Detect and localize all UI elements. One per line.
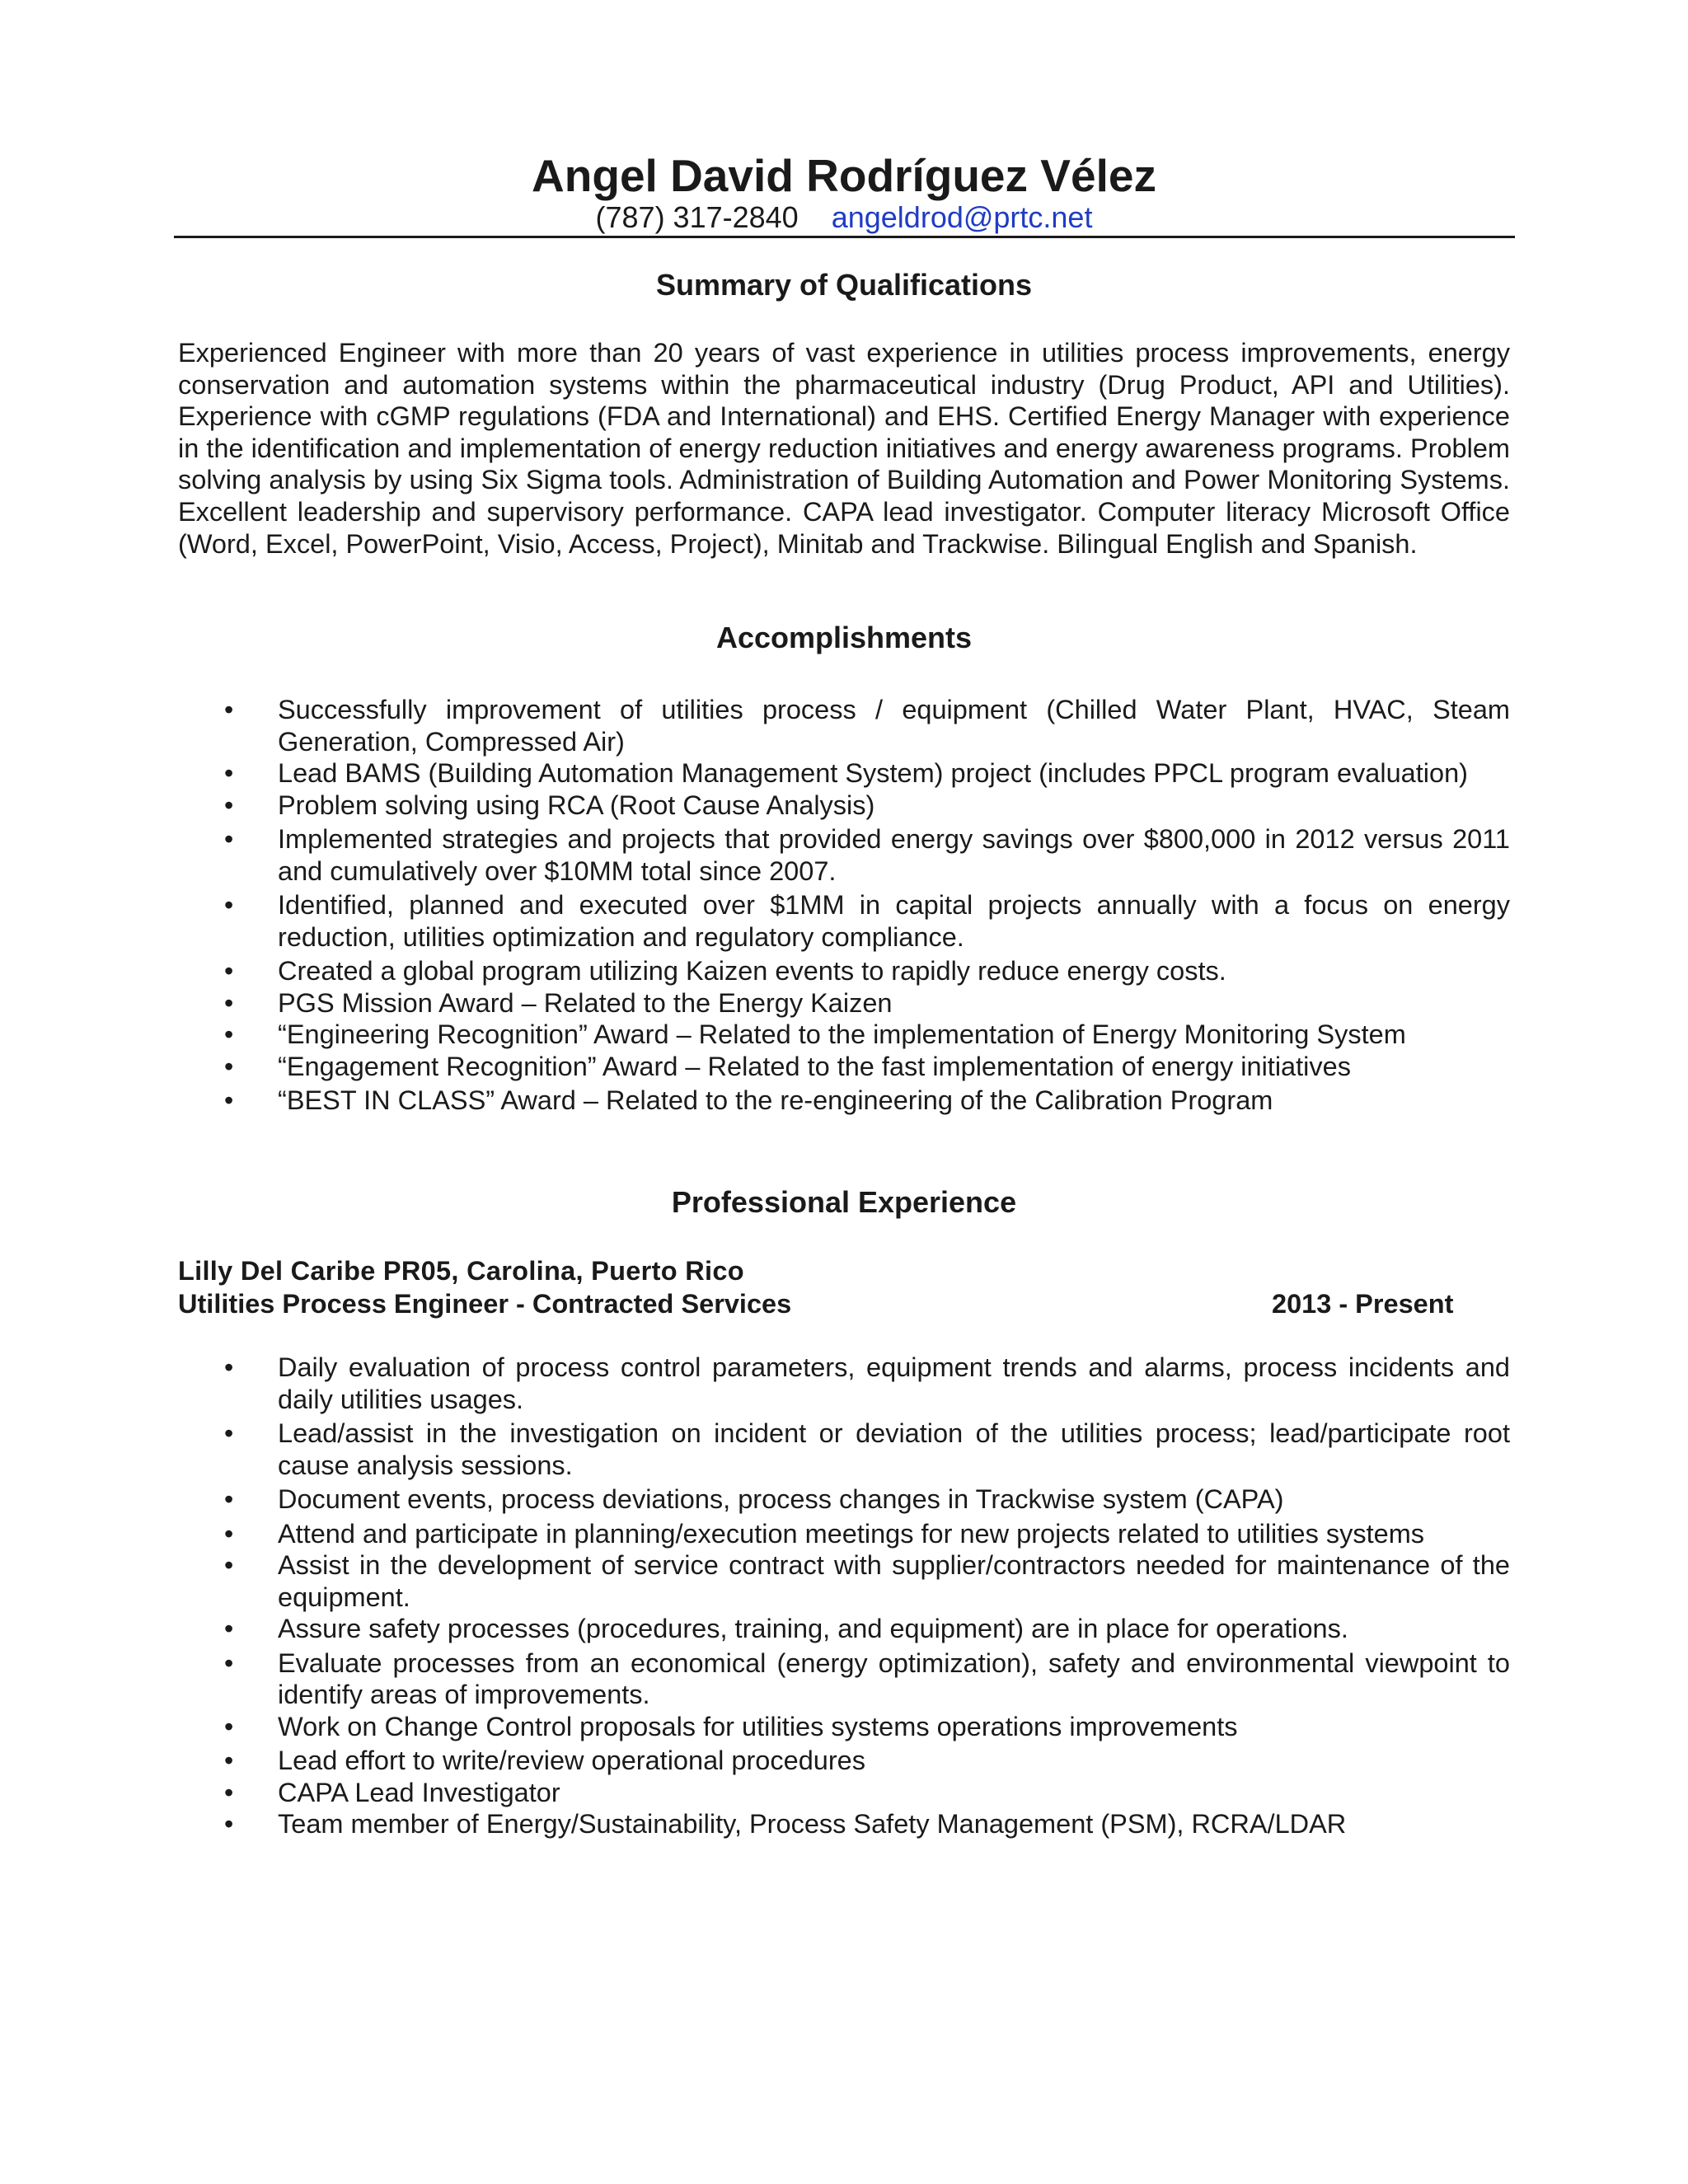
duty-item: • Work on Change Control proposals for utilities systems operations improvements [224, 1711, 1238, 1741]
duty-item: • Document events, process deviations, process changes in Trackwise system (CAPA) [224, 1484, 1284, 1514]
bullet-icon: • [224, 1647, 234, 1678]
duty-item: • Assure safety processes (procedures, training, and equipment) are in place for operations. [224, 1614, 1348, 1643]
accomplishment-item: • “Engagement Recognition” Award – Related to the fast implementation of energy initiatives [224, 1051, 1351, 1081]
accomplishment-item: • Implemented strategies and projects that provided energy savings over $800,000 in 2012 versus 2011 and cumulatively over $10MM total since 2007. [224, 824, 1510, 886]
bullet-icon: • [224, 1550, 234, 1580]
bullet-icon: • [224, 890, 234, 920]
contact-line [0, 199, 1688, 236]
accomplishment-item: • Lead BAMS (Building Automation Management System) project (includes PPCL program evaluation) [224, 758, 1468, 788]
duty-item: • Daily evaluation of process control parameters, equipment trends and alarms, process incidents and daily utilities usages. [224, 1352, 1510, 1414]
duty-item: • Assist in the development of service contract with supplier/contractors needed for maintenance of the equipment. [224, 1550, 1510, 1612]
accomplishments-heading: Accomplishments [715, 621, 973, 654]
bullet-icon: • [224, 1518, 234, 1549]
duty-item: • Team member of Energy/Sustainability, Process Safety Management (PSM), RCRA/LDAR [224, 1809, 1347, 1839]
bullet-icon: • [224, 1777, 234, 1807]
bullet-icon: • [224, 956, 234, 986]
duty-item: • Lead effort to write/review operational procedures [224, 1746, 866, 1775]
experience-duties-list [0, 1352, 1688, 1840]
bullet-icon: • [224, 987, 234, 1018]
bullet-icon: • [224, 695, 234, 724]
duty-item: • CAPA Lead Investigator [224, 1777, 560, 1807]
bullet-icon: • [224, 790, 234, 820]
bullet-icon: • [224, 1614, 234, 1643]
header-divider [174, 236, 1515, 238]
bullet-icon: • [224, 1019, 234, 1049]
job-dates: 2013 - Present [1272, 1289, 1454, 1319]
email-link[interactable]: angeldrod@prtc.net [831, 200, 1093, 234]
bullet-icon: • [224, 758, 234, 788]
duty-item: • Lead/assist in the investigation on incident or deviation of the utilities process; lead/participate root cause analysis sessions. [224, 1418, 1510, 1480]
accomplishment-item: • Successfully improvement of utilities process / equipment (Chilled Water Plant, HVAC, Steam Generation, Compressed Air) [224, 695, 1510, 757]
employer-name: Lilly Del Caribe PR05, Carolina, Puerto Rico [178, 1256, 744, 1286]
accomplishments-list [0, 694, 1688, 1117]
bullet-icon: • [224, 1711, 234, 1741]
summary-paragraph: Experienced Engineer with more than 20 years of vast experience in utilities process improvements, energy conservation and automation systems within the pharmaceutical industry (Drug Product, API and Utilities). Experience with cGMP regulations (FDA and International) and EHS. Certified Energy Manager with experience in the identification and implementation of energy reduction initiatives and energy awareness programs. Problem solving analysis by using Six Sigma tools. Administration of Building Automation and Power Monitoring Systems. Excellent leadership and supervisory performance. CAPA lead investigator. Computer literacy Microsoft Office (Word, Excel, PowerPoint, Visio, Access, Project), Minitab and Trackwise. Bilingual English and Spanish. [178, 338, 1510, 559]
phone-number: (787) 317-2840 [595, 200, 799, 234]
duty-item: • Evaluate processes from an economical (energy optimization), safety and environmental viewpoint to identify areas of improvements. [224, 1647, 1510, 1709]
accomplishment-item: • “Engineering Recognition” Award – Related to the implementation of Energy Monitoring System [224, 1019, 1406, 1049]
accomplishment-item: • PGS Mission Award – Related to the Energy Kaizen [224, 987, 893, 1018]
bullet-icon: • [224, 1085, 234, 1115]
accomplishment-item: • Problem solving using RCA (Root Cause Analysis) [224, 790, 875, 820]
bullet-icon: • [224, 1484, 234, 1514]
job-title: Utilities Process Engineer - Contracted Services [178, 1289, 792, 1319]
experience-heading: Professional Experience [671, 1185, 1017, 1219]
bullet-icon: • [224, 824, 234, 854]
bullet-icon: • [224, 1746, 234, 1775]
candidate-name: Angel David Rodríguez Vélez [532, 150, 1156, 201]
bullet-icon: • [224, 1418, 234, 1448]
accomplishment-item: • “BEST IN CLASS” Award – Related to the re-engineering of the Calibration Program [224, 1085, 1273, 1115]
bullet-icon: • [224, 1051, 234, 1081]
summary-heading: Summary of Qualifications [655, 268, 1033, 302]
bullet-icon: • [224, 1352, 234, 1382]
accomplishment-item: • Identified, planned and executed over $1MM in capital projects annually with a focus on energy reduction, utilities optimization and regulatory compliance. [224, 890, 1510, 952]
bullet-icon: • [224, 1809, 234, 1839]
duty-item: • Attend and participate in planning/execution meetings for new projects related to utilities systems [224, 1518, 1425, 1549]
accomplishment-item: • Created a global program utilizing Kaizen events to rapidly reduce energy costs. [224, 956, 1226, 986]
